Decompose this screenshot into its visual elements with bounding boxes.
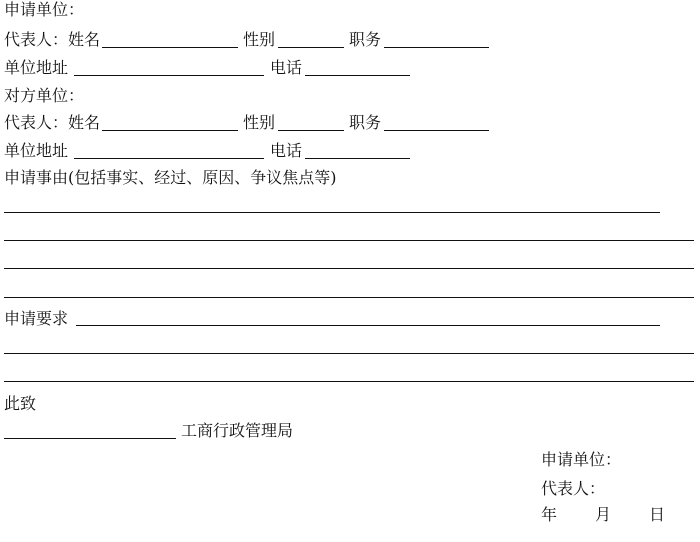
reason-line-1[interactable] <box>4 212 660 213</box>
signature-month-label: 月 <box>595 505 612 524</box>
addressee-line[interactable] <box>4 438 176 439</box>
respondent-gender-line[interactable] <box>278 130 344 131</box>
signature-unit-label: 申请单位： <box>541 450 622 469</box>
reason-line-2[interactable] <box>4 240 694 241</box>
addressee-suffix: 工商行政管理局 <box>181 421 294 440</box>
closing-salutation: 此致 <box>4 394 37 413</box>
respondent-name-line[interactable] <box>102 130 238 131</box>
applicant-position-line[interactable] <box>384 47 489 48</box>
respondent-address-label: 单位地址 <box>4 141 69 160</box>
request-label: 申请要求 <box>4 309 69 328</box>
respondent-address-line[interactable] <box>74 158 264 159</box>
applicant-address-label: 单位地址 <box>4 58 69 77</box>
reason-label: 申请事由(包括事实、经过、原因、争议焦点等) <box>4 168 337 187</box>
applicant-name-line[interactable] <box>102 47 238 48</box>
request-line-3[interactable] <box>4 381 694 382</box>
respondent-phone-line[interactable] <box>305 158 410 159</box>
respondent-phone-label: 电话 <box>270 141 303 160</box>
reason-line-4[interactable] <box>4 297 694 298</box>
applicant-gender-label: 性别 <box>243 30 276 49</box>
signature-day-label: 日 <box>649 505 666 524</box>
applicant-position-label: 职务 <box>349 30 382 49</box>
applicant-phone-line[interactable] <box>305 75 410 76</box>
request-line-2[interactable] <box>4 353 694 354</box>
respondent-heading: 对方单位： <box>4 86 85 105</box>
applicant-heading: 申请单位： <box>4 0 85 19</box>
request-line-1[interactable] <box>76 325 660 326</box>
respondent-position-line[interactable] <box>384 130 489 131</box>
signature-rep-label: 代表人： <box>541 479 606 498</box>
applicant-phone-label: 电话 <box>270 58 303 77</box>
respondent-rep-label: 代表人： <box>4 113 69 132</box>
applicant-rep-label: 代表人： <box>4 30 69 49</box>
applicant-gender-line[interactable] <box>278 47 344 48</box>
signature-year-label: 年 <box>541 505 558 524</box>
respondent-name-label: 姓名 <box>68 113 101 132</box>
respondent-gender-label: 性别 <box>243 113 276 132</box>
respondent-position-label: 职务 <box>349 113 382 132</box>
reason-line-3[interactable] <box>4 268 694 269</box>
applicant-name-label: 姓名 <box>68 30 101 49</box>
applicant-address-line[interactable] <box>74 75 264 76</box>
